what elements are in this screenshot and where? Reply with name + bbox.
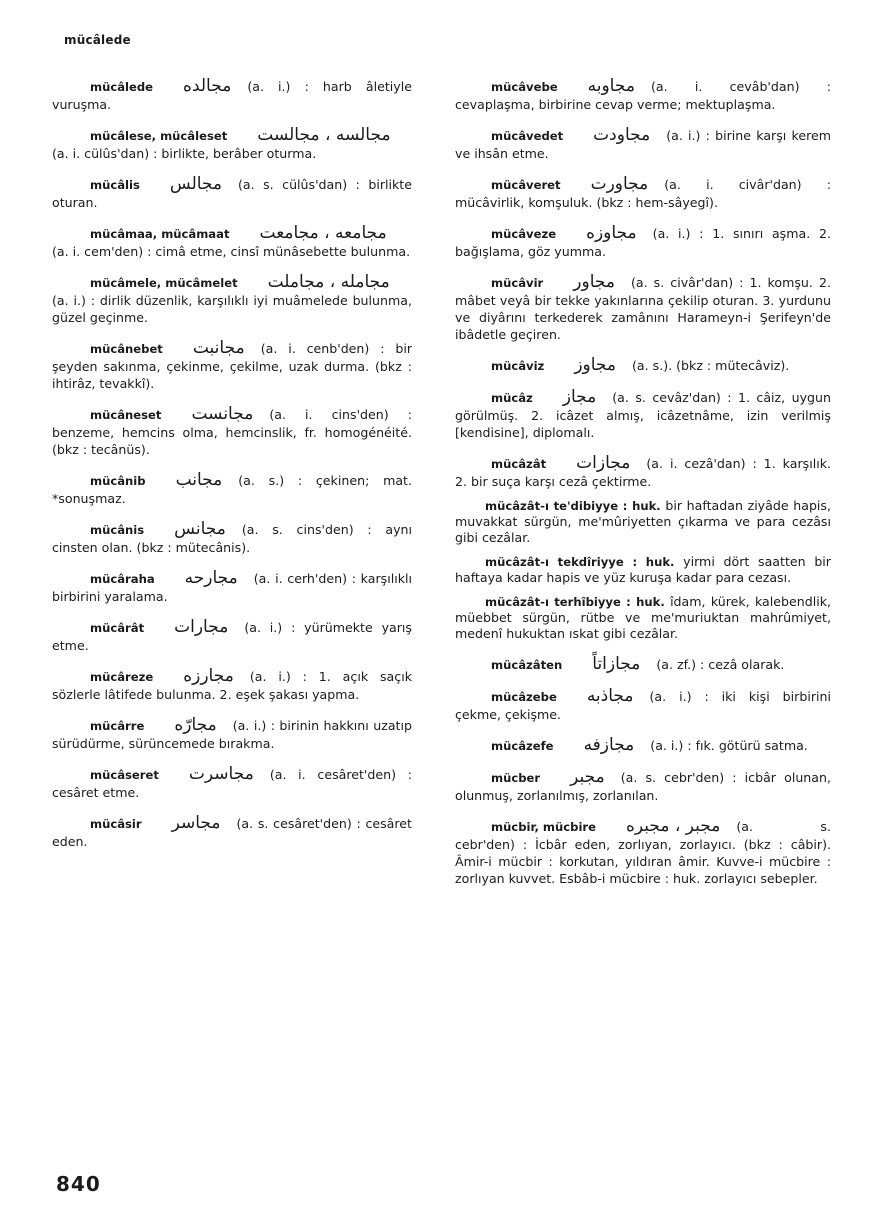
- entry-definition: (a. s. cins'den) : aynı cinsten olan. (bkz : mütecânis).: [52, 522, 412, 555]
- entry-definition: (a. i. cezâ'dan) : 1. karşılık. 2. bir suça karşı cezâ çektirme.: [455, 456, 831, 489]
- entry-headword: mücâmaa, mücâmaat: [90, 227, 230, 241]
- entry-arabic-script: مجالده: [183, 76, 232, 96]
- dictionary-entry: [52, 225, 412, 260]
- entry-headword: mücâreze: [90, 670, 154, 684]
- entry-headword: mücâveret: [491, 178, 561, 192]
- entry-definition: (a. i.) : dirlik düzenlik, karşılıklı iyi muâmelede bulunma, güzel geçinme.: [52, 293, 412, 325]
- entry-arabic-script: مجارّه: [174, 715, 217, 735]
- entry-headword: mücâzâten: [491, 658, 563, 672]
- entry-arabic-script: مجامعه ، مجامعت: [259, 223, 387, 243]
- dictionary-entry: [455, 656, 831, 674]
- entry-arabic-script: مجالس: [169, 174, 223, 194]
- sub-entry: [455, 498, 831, 546]
- entry-definition: (a. i.) : 1. sınırı aşma. 2. bağışlama, göz yumma.: [455, 226, 831, 259]
- entry-headword: mücâlese, mücâleset: [90, 129, 228, 143]
- entry-headword: mücâvedet: [491, 129, 564, 143]
- running-header: mücâlede: [64, 33, 131, 47]
- dictionary-entry: [52, 406, 412, 458]
- entry-definition: (a. i. cem'den) : cimâ etme, cinsî münâsebette bulunma.: [52, 244, 411, 259]
- entry-definition: (a. i. cins'den) : benzeme, hemcins olma, hemcinslik, fr. homogénéité. (bkz : tecânüs).: [52, 407, 412, 457]
- entry-headword: mücâvebe: [491, 80, 558, 94]
- entry-headword: mücâz: [491, 391, 533, 405]
- entry-headword: mücâzebe: [491, 690, 557, 704]
- entry-arabic-script: مجازفه: [583, 735, 635, 755]
- dictionary-entry: [52, 815, 412, 850]
- dictionary-entry: [455, 818, 831, 887]
- entry-arabic-script: مجانست: [191, 404, 254, 424]
- entry-headword: mücâlis: [90, 178, 140, 192]
- entry-arabic-script: مجازات: [576, 453, 631, 473]
- entry-arabic-script: مجاوزه: [586, 223, 637, 243]
- entry-definition: (a. i.) : harb âletiyle vuruşma.: [52, 79, 412, 112]
- dictionary-entry: [455, 737, 831, 755]
- entry-arabic-script: مجازاتاً: [592, 654, 641, 674]
- entry-definition: (a. s.). (bkz : mütecâviz).: [632, 358, 790, 373]
- sub-entry-definition: yirmi dört saatten bir haftaya kadar hapis ve yüz kuruşa kadar para cezası.: [455, 554, 831, 585]
- dictionary-entry: [52, 766, 412, 801]
- entry-definition: (a. s. cülûs'dan) : birlikte oturan.: [52, 177, 412, 210]
- entry-headword: mücâmele, mücâmelet: [90, 276, 238, 290]
- entry-arabic-script: مجاوبه: [587, 76, 635, 96]
- entry-arabic-script: مجانس: [174, 519, 226, 539]
- entry-headword: mücâveze: [491, 227, 557, 241]
- entry-definition: (a. i. civâr'dan) : mücâvirlik, komşuluk. (bkz : hem-sâyegî).: [455, 177, 831, 210]
- dictionary-entry: [455, 357, 831, 375]
- entry-headword: mücârât: [90, 621, 145, 635]
- entry-headword: mücbir, mücbire: [491, 820, 596, 834]
- sub-entry: [455, 554, 831, 586]
- entry-arabic-script: مجارزه: [183, 666, 234, 686]
- dictionary-entry: [455, 769, 831, 804]
- entry-arabic-script: مجاذبه: [586, 686, 634, 706]
- entry-definition: (a. i.) : 1. açık saçık sözlerle lâtifede bulunma. 2. eşek şakası yapma.: [52, 669, 412, 702]
- entry-arabic-script: مجاز: [562, 387, 597, 407]
- page-number: 840: [56, 1172, 101, 1196]
- entry-definition: (a. i.) : birinin hakkını uzatıp sürüdürme, sürüncemede bırakma.: [52, 718, 412, 751]
- entry-headword: mücânib: [90, 474, 146, 488]
- dictionary-entry: [455, 389, 831, 441]
- entry-arabic-script: مجانب: [175, 470, 223, 490]
- entry-definition: (a. i. cülûs'dan) : birlikte, berâber oturma.: [52, 146, 317, 161]
- entry-arabic-script: مجالسه ، مجالست: [257, 125, 391, 145]
- entry-definition: (a. i. cenb'den) : bir şeyden sakınma, çekinme, çekilme, uzak durma. (bkz : ihtirâz, tevakkî).: [52, 341, 412, 391]
- sub-entry-headword: mücâzât-ı tekdîriyye : huk.: [485, 555, 675, 569]
- entry-arabic-script: مجبر: [570, 767, 605, 787]
- dictionary-entry: [52, 472, 412, 507]
- entry-headword: mücânebet: [90, 342, 163, 356]
- dictionary-entry: [52, 619, 412, 654]
- entry-arabic-script: مجاسرت: [188, 764, 254, 784]
- entry-definition: (a. i. cesâret'den) : cesâret etme.: [52, 767, 412, 800]
- dictionary-entry: [455, 127, 831, 162]
- entry-definition: (a. zf.) : cezâ olarak.: [656, 657, 785, 672]
- dictionary-entry: [52, 340, 412, 392]
- left-column: [52, 78, 412, 864]
- dictionary-entry: [455, 455, 831, 490]
- entry-definition: (a. i.) : yürümekte yarış etme.: [52, 620, 412, 653]
- entry-definition: (a. s. cesâret'den) : cesâret eden.: [52, 816, 412, 849]
- entry-headword: mücber: [491, 771, 541, 785]
- entry-definition: (a. i.) : birine karşı kerem ve ihsân etme.: [455, 128, 831, 161]
- dictionary-entry: [52, 570, 412, 605]
- sub-entry-definition: bir haftadan ziyâde hapis, muvakkat sürgün, me'mûriyetten çıkarma ve para cezâsı gibi cezâlar.: [455, 498, 831, 545]
- entry-headword: mücâraha: [90, 572, 155, 586]
- entry-arabic-script: مجامله ، مجاملت: [267, 272, 390, 292]
- entry-arabic-script: مجاودت: [593, 125, 651, 145]
- entry-headword: mücâzefe: [491, 739, 554, 753]
- dictionary-entry: [455, 225, 831, 260]
- dictionary-entry: [52, 78, 412, 113]
- entry-definition: (a. i. cevâb'dan) : cevaplaşma, birbirine cevap verme; mektuplaşma.: [455, 79, 831, 112]
- sub-entry-definition: îdam, kürek, kalebendlik, müebbet sürgün, rütbe ve me'muriuktan mahrûmiyet, medenî hukuktan ıskat gibi cezâlar.: [455, 594, 831, 641]
- entry-headword: mücâlede: [90, 80, 154, 94]
- entry-headword: mücâneset: [90, 408, 162, 422]
- dictionary-entry: [455, 274, 831, 343]
- sub-entry-headword: mücâzât-ı te'dibiyye : huk.: [485, 499, 661, 513]
- entry-definition: (a. s. cebr'den) : icbâr olunan, olunmuş, zorlanılmış, zorlanılan.: [455, 770, 831, 803]
- entry-headword: mücânis: [90, 523, 145, 537]
- entry-definition: (a. i.) : iki kişi birbirini çekme, çekişme.: [455, 689, 831, 722]
- entry-definition: (a. i.) : fık. götürü satma.: [650, 738, 808, 753]
- dictionary-entry: [52, 274, 412, 326]
- sub-entry-headword: mücâzât-ı terhîbiyye : huk.: [485, 595, 665, 609]
- entry-arabic-script: مجاور: [573, 272, 615, 292]
- entry-arabic-script: مجاوز: [574, 355, 616, 375]
- entry-headword: mücâseret: [90, 768, 159, 782]
- entry-arabic-script: مجاورت: [590, 174, 649, 194]
- dictionary-entry: [52, 176, 412, 211]
- entry-headword: mücâvir: [491, 276, 544, 290]
- dictionary-entry: [455, 688, 831, 723]
- dictionary-entry: [52, 521, 412, 556]
- entry-definition: (a. s. cebr'den) : İcbâr eden, zorlıyan, zorlayıcı. (bkz : câbir). Âmir-i mücbir : korkutan, yıldıran âmir. Kuvve-i mücbire : zorlıyan kuvvet. Esbâb-i mücbire : huk. zorlayıcı sebepler.: [455, 819, 831, 886]
- right-column: [455, 78, 831, 901]
- entry-arabic-script: مجارات: [174, 617, 229, 637]
- dictionary-entry: [52, 127, 412, 162]
- entry-definition: (a. s.) : çekinen; mat. *sonuşmaz.: [52, 473, 412, 506]
- entry-headword: mücârre: [90, 719, 145, 733]
- entry-definition: (a. s. civâr'dan) : 1. komşu. 2. mâbet veyâ bir tekke yakınlarına çekilip oturan. 3. yurdunu ve diyârını terkederek zamânını Harameyn-i Şerifeyn'de ibâdetle geçiren.: [455, 275, 831, 342]
- dictionary-entry: [455, 78, 831, 113]
- entry-definition: (a. s. cevâz'dan) : 1. câiz, uygun görülmüş. 2. icâzet almış, icâzetnâme, izin verilmiş [kendisine], diplomalı.: [455, 390, 831, 440]
- sub-entry: [455, 594, 831, 642]
- entry-headword: mücâviz: [491, 359, 545, 373]
- entry-arabic-script: مجانبت: [192, 338, 245, 358]
- entry-headword: mücâsir: [90, 817, 142, 831]
- dictionary-entry: [52, 668, 412, 703]
- entry-arabic-script: مجاسر: [171, 813, 221, 833]
- dictionary-entry: [52, 717, 412, 752]
- entry-arabic-script: مجارحه: [184, 568, 238, 588]
- entry-definition: (a. i. cerh'den) : karşılıklı birbirini yaralama.: [52, 571, 412, 604]
- dictionary-entry: [455, 176, 831, 211]
- entry-headword: mücâzât: [491, 457, 547, 471]
- entry-arabic-script: مجبر ، مجبره: [626, 816, 721, 836]
